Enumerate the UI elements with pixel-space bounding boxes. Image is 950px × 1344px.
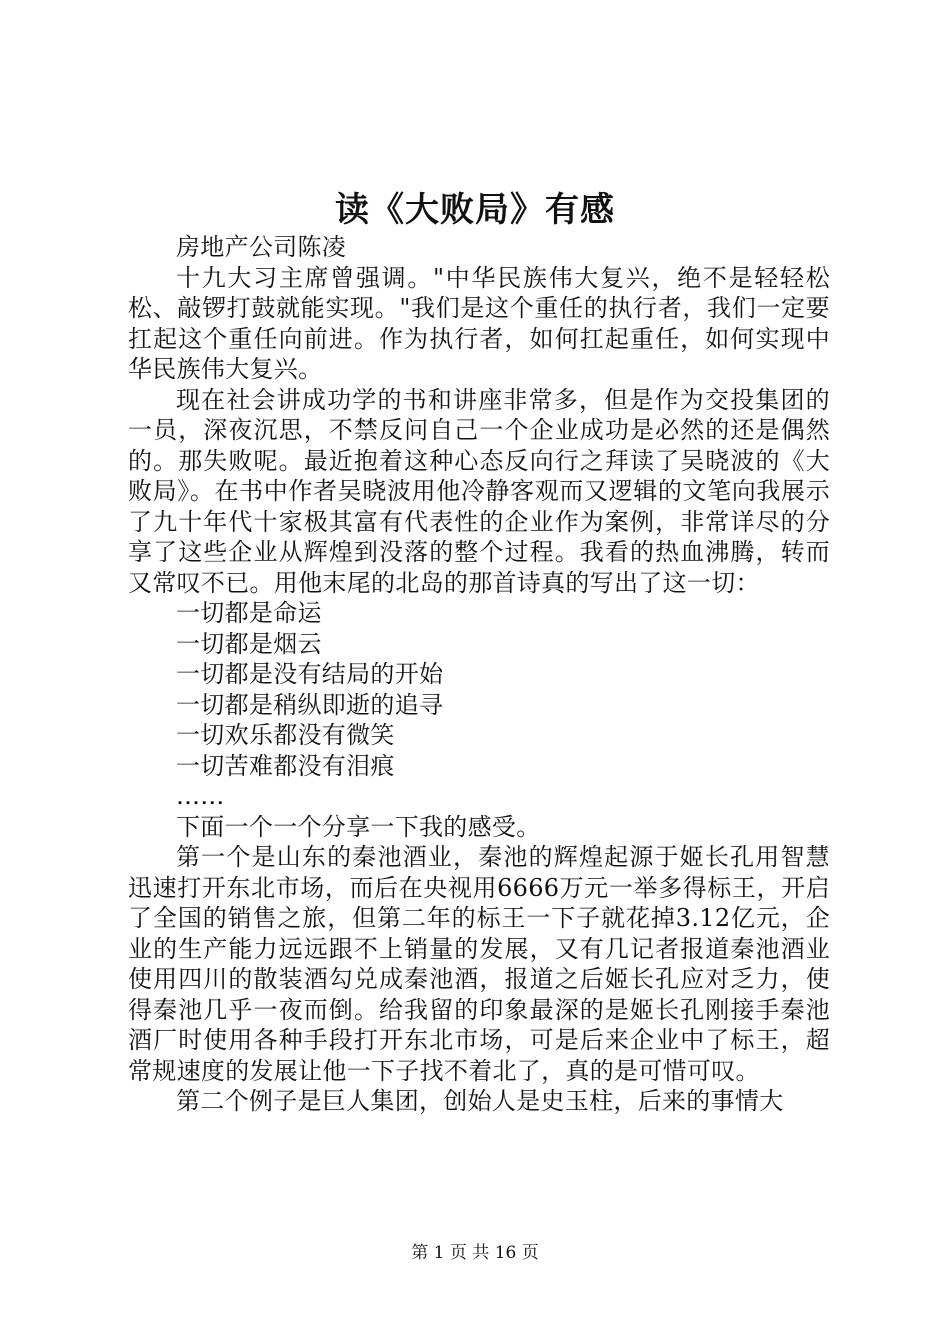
page-number-footer: 第 1 页 共 16 页 (411, 1243, 539, 1263)
poem-line: 一切都是稍纵即逝的追寻 (176, 690, 444, 719)
author-line: 房地产公司陈凌 (176, 233, 347, 261)
paragraph: 第二个例子是巨人集团，创始人是史玉柱，后来的事情大 (176, 1087, 784, 1115)
paragraph: 下面一个一个分享一下我的感受。 (176, 812, 541, 841)
poem-line: 一切都是命运 (176, 599, 322, 627)
paragraph: 第一个是山东的秦池酒业，秦池的辉煌起源于姬长孔用智慧迅速打开东北市场，而后在央视用6666万元一举多得标王，开启了全国的销售之旅，但第二年的标王一下子就花掉3.12亿元，企业的生产能力远远跟不上销量的发展，又有几记者报道秦池酒业使用四川的散装酒勾兑成秦池酒，报道之后姬长孔应对乏力，使得秦池几乎一夜而倒。给我留的印象最深的是姬长孔刚接手秦池酒厂时使用各种手段打开东北市场，可是后来企业中了标王，超常规速度的发展让他一下子找不着北了，真的是可惜可叹。 (128, 843, 830, 1085)
paragraph: 十九大习主席曾强调。"中华民族伟大复兴，绝不是轻轻松松、敲锣打鼓就能实现。"我们是这个重任的执行者，我们一定要扛起这个重任向前进。作为执行者，如何扛起重任，如何实现中华民族伟大复兴。 (128, 263, 830, 383)
poem-line: 一切苦难都没有泪痕 (176, 751, 395, 780)
poem-line: 一切欢乐都没有微笑 (176, 721, 395, 749)
poem-line: 一切都是烟云 (176, 629, 322, 658)
document-title: 读《大败局》有感 (335, 190, 615, 230)
poem-ellipsis: …… (176, 782, 225, 810)
paragraph: 现在社会讲成功学的书和讲座非常多，但是作为交投集团的一员，深夜沉思，不禁反问自己一个企业成功是必然的还是偶然的。那失败呢。最近抱着这种心态反向行之拜读了吴晓波的《大败局》。在书中作者吴晓波用他冷静客观而又逻辑的文笔向我展示了九十年代十家极其富有代表性的企业作为案例，非常详尽的分享了这些企业从辉煌到没落的整个过程。我看的热血沸腾，转而又常叹不已。用他末尾的北岛的那首诗真的写出了这一切： (128, 385, 830, 597)
poem-line: 一切都是没有结局的开始 (176, 660, 444, 688)
document-body (128, 232, 830, 1117)
